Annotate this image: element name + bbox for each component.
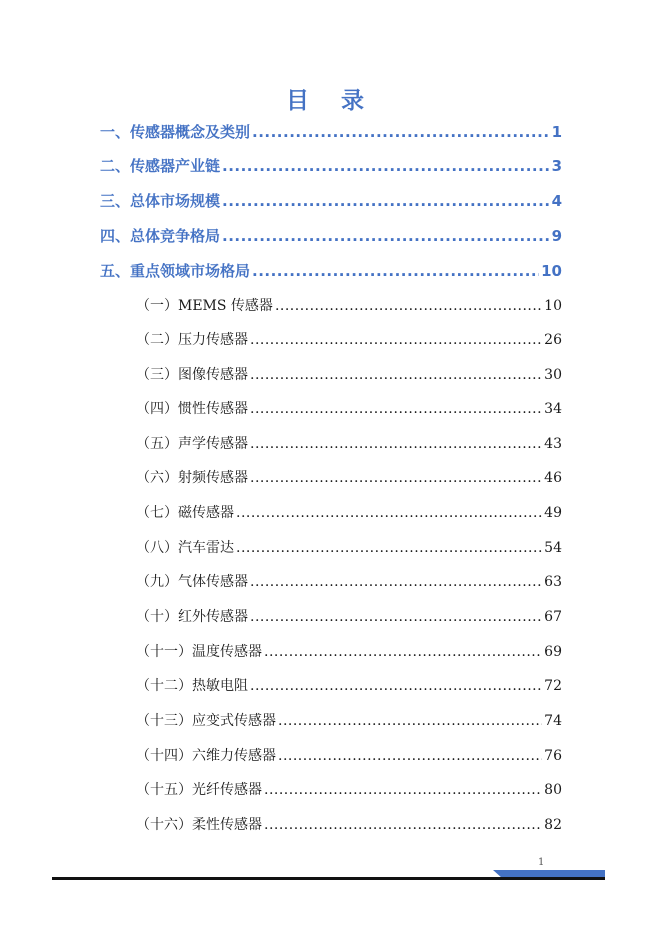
toc-subentry-page: 46 bbox=[544, 470, 562, 486]
toc-subentry-label: （十五）光纤传感器 bbox=[136, 782, 262, 798]
toc-subentry-label: （十六）柔性传感器 bbox=[136, 817, 262, 833]
toc-subentry[interactable] bbox=[136, 570, 562, 594]
toc-leader-dots bbox=[252, 259, 539, 283]
toc-subentry-label: （八）汽车雷达 bbox=[136, 540, 234, 556]
toc-entry-label: 五、重点领域市场格局 bbox=[100, 262, 251, 280]
toc-leader-dots bbox=[250, 605, 542, 629]
toc-leader-dots bbox=[278, 744, 542, 768]
footer-page-number: 1 bbox=[538, 857, 545, 868]
toc-subentry[interactable] bbox=[136, 466, 562, 490]
toc-subentry[interactable] bbox=[136, 744, 562, 768]
toc-entry[interactable] bbox=[100, 154, 562, 178]
toc-subentry-label: （十）红外传感器 bbox=[136, 609, 248, 625]
toc-subentry-label: （二）压力传感器 bbox=[136, 332, 248, 348]
toc-subentry-page: 10 bbox=[544, 298, 562, 314]
toc-subentry[interactable] bbox=[136, 778, 562, 802]
toc-subentry-label: （六）射频传感器 bbox=[136, 470, 248, 486]
toc-subentry-page: 30 bbox=[544, 367, 562, 383]
toc-subentry-label: （一）MEMS 传感器 bbox=[136, 298, 273, 314]
toc-subentry-page: 26 bbox=[544, 332, 562, 348]
toc-entry-label: 一、传感器概念及类别 bbox=[100, 123, 251, 141]
toc-subentry[interactable] bbox=[136, 605, 562, 629]
toc-subentry-label: （五）声学传感器 bbox=[136, 436, 248, 452]
toc-subentry-page: 74 bbox=[544, 713, 562, 729]
toc-subentry[interactable] bbox=[136, 294, 562, 318]
toc-subentry[interactable] bbox=[136, 397, 562, 421]
toc-entry-page: 3 bbox=[551, 157, 562, 175]
toc-leader-dots bbox=[250, 432, 542, 456]
toc-entry-page: 4 bbox=[551, 192, 562, 210]
toc-entry[interactable] bbox=[100, 224, 562, 248]
toc-entry-page: 10 bbox=[541, 262, 562, 280]
toc-leader-dots bbox=[250, 466, 542, 490]
toc-subentry-label: （九）气体传感器 bbox=[136, 574, 248, 590]
toc-subentry[interactable] bbox=[136, 501, 562, 525]
toc-leader-dots bbox=[236, 501, 542, 525]
toc-subentry[interactable] bbox=[136, 432, 562, 456]
toc-subentry-page: 54 bbox=[544, 540, 562, 556]
toc-leader-dots bbox=[250, 397, 542, 421]
toc-subentry[interactable] bbox=[136, 709, 562, 733]
toc-subentry-label: （三）图像传感器 bbox=[136, 367, 248, 383]
toc-subentry[interactable] bbox=[136, 328, 562, 352]
page-title: 目 录 bbox=[285, 88, 376, 114]
toc-leader-dots bbox=[222, 224, 550, 248]
toc-leader-dots bbox=[252, 120, 550, 144]
toc-entry[interactable] bbox=[100, 189, 562, 213]
toc-subentry-label: （十二）热敏电阻 bbox=[136, 678, 248, 694]
toc-subentry[interactable] bbox=[136, 536, 562, 560]
toc-subentry-page: 76 bbox=[544, 748, 562, 764]
toc-subentry[interactable] bbox=[136, 363, 562, 387]
toc-subentry-page: 82 bbox=[544, 817, 562, 833]
toc-leader-dots bbox=[250, 363, 542, 387]
toc-subentry-label: （十三）应变式传感器 bbox=[136, 713, 276, 729]
toc-subentry-label: （十四）六维力传感器 bbox=[136, 748, 276, 764]
toc-leader-dots bbox=[222, 189, 550, 213]
toc-leader-dots bbox=[222, 154, 550, 178]
toc-subentry-page: 67 bbox=[544, 609, 562, 625]
toc-subentry-page: 49 bbox=[544, 505, 562, 521]
toc-leader-dots bbox=[275, 294, 542, 318]
toc-subentry-label: （十一）温度传感器 bbox=[136, 644, 262, 660]
footer-rule bbox=[52, 877, 605, 880]
toc-subentry-page: 80 bbox=[544, 782, 562, 798]
toc-subentry-page: 69 bbox=[544, 644, 562, 660]
toc-entry-page: 1 bbox=[551, 123, 562, 141]
toc-subentry-page: 43 bbox=[544, 436, 562, 452]
toc-subentry-page: 72 bbox=[544, 678, 562, 694]
toc-leader-dots bbox=[250, 570, 542, 594]
toc-entry-label: 二、传感器产业链 bbox=[100, 157, 221, 175]
toc-leader-dots bbox=[264, 640, 542, 664]
toc-subentry-label: （四）惯性传感器 bbox=[136, 401, 248, 417]
toc-subentry[interactable] bbox=[136, 640, 562, 664]
toc-leader-dots bbox=[250, 674, 542, 698]
toc-entry-label: 三、总体市场规模 bbox=[100, 192, 221, 210]
toc-entry-page: 9 bbox=[551, 227, 562, 245]
toc-entry-label: 四、总体竞争格局 bbox=[100, 227, 221, 245]
toc-leader-dots bbox=[264, 778, 542, 802]
toc-leader-dots bbox=[250, 328, 542, 352]
toc-subentry-label: （七）磁传感器 bbox=[136, 505, 234, 521]
toc-leader-dots bbox=[236, 536, 542, 560]
toc-subentry[interactable] bbox=[136, 813, 562, 837]
toc-entry[interactable] bbox=[100, 120, 562, 144]
toc-leader-dots bbox=[264, 813, 542, 837]
toc-subentry-page: 63 bbox=[544, 574, 562, 590]
toc-subentry-page: 34 bbox=[544, 401, 562, 417]
toc-subentry[interactable] bbox=[136, 674, 562, 698]
toc-leader-dots bbox=[278, 709, 542, 733]
toc-entry[interactable] bbox=[100, 259, 562, 283]
